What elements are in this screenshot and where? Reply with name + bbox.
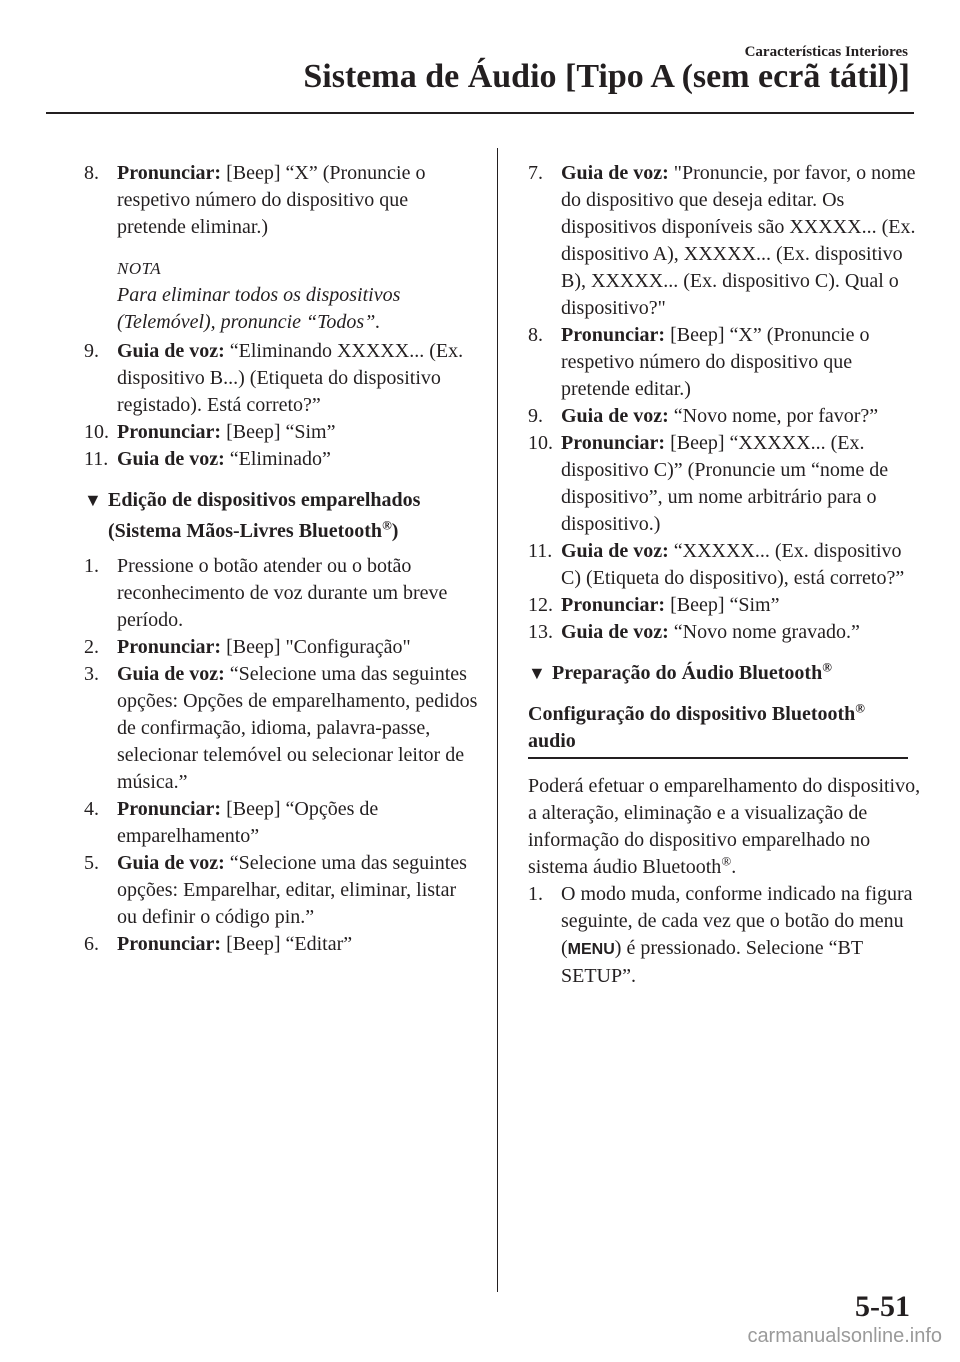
- step-label: Guia de voz:: [117, 448, 225, 470]
- step-number: 10.: [84, 421, 109, 443]
- list-item: [84, 850, 480, 931]
- step-label: Pronunciar:: [117, 636, 222, 658]
- list-item: [84, 796, 480, 850]
- list-item: [528, 322, 923, 403]
- step-label: Pronunciar:: [117, 162, 222, 184]
- step-label: Guia de voz:: [117, 852, 225, 874]
- section-heading-bt-audio: ▼ Preparação do Áudio Bluetooth®: [528, 658, 923, 689]
- list-item: [84, 931, 480, 958]
- step-label: Guia de voz:: [561, 540, 669, 562]
- list-item: [528, 619, 923, 646]
- menu-key-label: MENU: [567, 941, 615, 958]
- left-column: [84, 160, 480, 958]
- step-number: 9.: [84, 340, 99, 362]
- step-text: "Pronuncie, por favor, o nome do dispositivo que deseja editar. Os dispositivos disponíveis são XXXXX... (Ex. dispositivo A), XXXXX... (Ex. dispositivo B), XXXXX... (Ex. dispositivo C). Qual o dispositivo?": [561, 162, 916, 319]
- step-label: Guia de voz:: [561, 405, 669, 427]
- note-text: Para eliminar todos os dispositivos (Telemóvel), pronuncie “Todos”.: [117, 284, 401, 333]
- step-number: 8.: [528, 324, 543, 346]
- list-item: [528, 430, 923, 538]
- step-text: “Novo nome, por favor?”: [668, 405, 879, 427]
- step-label: Pronunciar:: [117, 798, 222, 820]
- section-heading-line2: (Sistema Mãos-Livres Bluetooth®): [108, 517, 399, 542]
- step-label: Pronunciar:: [117, 933, 222, 955]
- list-item: [84, 661, 480, 796]
- step-text: [Beep] “Sim”: [221, 421, 336, 443]
- step-text: [Beep] “X” (Pronuncie o respetivo número do dispositivo que pretende eliminar.): [117, 162, 426, 238]
- triangle-bullet-icon: ▼: [528, 663, 546, 683]
- list-item: [528, 403, 923, 430]
- step-number: 7.: [528, 162, 543, 184]
- step-text: [Beep] "Configuração": [221, 636, 411, 658]
- step-number: 3.: [84, 663, 99, 685]
- step-label: Guia de voz:: [117, 663, 225, 685]
- column-divider: [497, 148, 498, 1292]
- step-label: Guia de voz:: [561, 621, 669, 643]
- list-item: [84, 338, 480, 419]
- step-number: 10.: [528, 432, 553, 454]
- list-item: 1. O modo muda, conforme indicado na figura seguinte, de cada vez que o botão do menu (MENU) é pressionado. Selecione “BT SETUP”.: [528, 883, 913, 987]
- step-number: 6.: [84, 933, 99, 955]
- step-text: “Selecione uma das seguintes opções: Emparelhar, editar, eliminar, listar ou definir o código pin.”: [117, 852, 467, 928]
- step-text: “Novo nome gravado.”: [668, 621, 860, 643]
- step-number: 5.: [84, 852, 99, 874]
- step-text: “Selecione uma das seguintes opções: Opções de emparelhamento, pedidos de confirmação, idioma, palavra-passe, selecionar telemóvel ou selecionar leitor de música.”: [117, 663, 478, 793]
- right-column: [528, 160, 923, 990]
- step-text: [Beep] “Editar”: [221, 933, 353, 955]
- step-number: 12.: [528, 594, 553, 616]
- subheading-bt-audio-setup: Configuração do dispositivo Bluetooth® audio: [528, 701, 908, 759]
- section-heading-edit-devices: [84, 485, 480, 547]
- step-number: 4.: [84, 798, 99, 820]
- section-heading-line1: Edição de dispositivos emparelhados: [108, 489, 421, 511]
- step-label: Pronunciar:: [561, 594, 666, 616]
- step-text: “Eliminado”: [224, 448, 331, 470]
- list-item: [528, 538, 923, 592]
- step-text: [Beep] “Sim”: [665, 594, 780, 616]
- note-heading: NOTA: [117, 259, 162, 278]
- step-label: Pronunciar:: [561, 324, 666, 346]
- step-label: Guia de voz:: [117, 340, 225, 362]
- step-label: Guia de voz:: [561, 162, 669, 184]
- page-number: 5-51: [855, 1290, 910, 1323]
- step-number: 9.: [528, 405, 543, 427]
- step-number: 13.: [528, 621, 553, 643]
- step-text: “XXXXX... (Ex. dispositivo C) (Etiqueta do dispositivo), está correto?”: [561, 540, 905, 589]
- step-text: “Eliminando XXXXX... (Ex. dispositivo B...) (Etiqueta do dispositivo registado). Está correto?”: [117, 340, 464, 416]
- list-item: [84, 553, 480, 634]
- list-item: [84, 160, 480, 241]
- step-label: Pronunciar:: [117, 421, 222, 443]
- list-item: [84, 419, 480, 446]
- list-item: [528, 592, 923, 619]
- step-label: Pronunciar:: [561, 432, 666, 454]
- triangle-bullet-icon: ▼: [84, 490, 102, 510]
- page-title: Sistema de Áudio [Tipo A (sem ecrã tátil)]: [303, 58, 910, 95]
- step-text: [Beep] “X” (Pronuncie o respetivo número do dispositivo que pretende editar.): [561, 324, 870, 400]
- step-number: 2.: [84, 636, 99, 658]
- step-number: 11.: [84, 448, 109, 470]
- step-text: [Beep] “Opções de emparelhamento”: [117, 798, 379, 847]
- header-rule: [46, 112, 914, 114]
- list-item: [528, 160, 923, 322]
- watermark: carmanualsonline.info: [747, 1325, 942, 1347]
- step-number: 1.: [84, 555, 99, 577]
- header-section-label: Características Interiores: [744, 44, 908, 60]
- list-item: [84, 634, 480, 661]
- step-number: 8.: [84, 162, 99, 184]
- step-text: [Beep] “XXXXX... (Ex. dispositivo C)” (Pronuncie um “nome de dispositivo”, um nome arbitrário para o dispositivo.): [561, 432, 889, 535]
- step-text: Pressione o botão atender ou o botão reconhecimento de voz durante um breve período.: [117, 555, 448, 631]
- intro-paragraph: Poderá efetuar o emparelhamento do dispositivo, a alteração, eliminação e a visualização de informação do dispositivo emparelhado no sistema áudio Bluetooth®.: [528, 775, 921, 878]
- step-number: 11.: [528, 540, 553, 562]
- list-item: [84, 446, 480, 473]
